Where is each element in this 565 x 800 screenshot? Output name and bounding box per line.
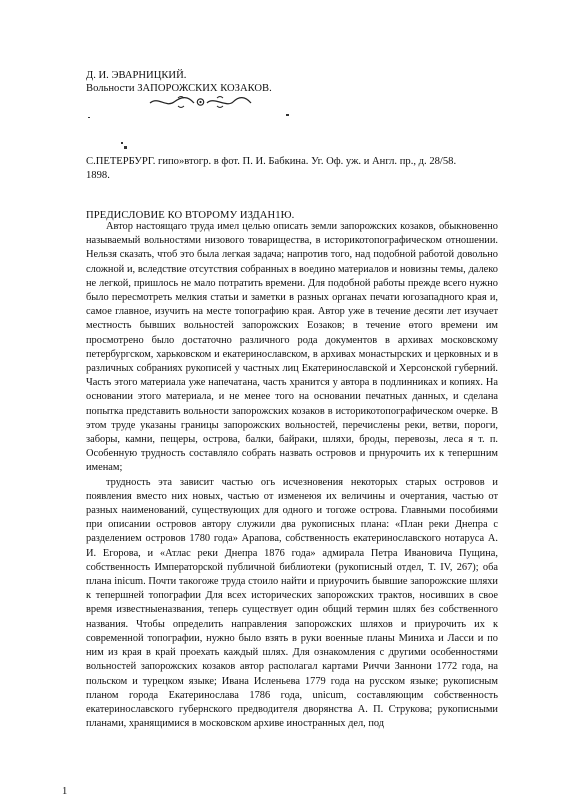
book-title-line: Вольности ЗАПОРОЖСКИХ КОЗАКОВ. — [86, 83, 272, 94]
page-number: 1 — [62, 786, 68, 797]
print-speck — [124, 146, 127, 149]
preface-heading: ПРЕДИСЛОВИЕ КО ВТОРОМУ ИЗДАН1Ю. — [86, 210, 295, 221]
imprint-line: С.ПЕТЕРБУРГ. гипо»втогр. в фот. П. И. Бабкина. Уг. Оф. уж. и Англ. пр., д. 28/58. — [86, 156, 457, 167]
decorative-ornament — [148, 94, 253, 110]
paragraph: Автор настоящаго труда имел целью описать земли запорожских козаков, обыкновенно называемый вольностями низового товарищества, в историкотопографическом отношении. Нельзя сказать, чтоб это была легкая задача; напротив того, над подобной работой довольно сложной и, вследствие отсутствия собранных в воедино материалов и новизны темы, далеко не легкой, пришлось не мало потратить времени. Для подобной работы прежде всего нужно было пересмотреть мелкия статьи и заметки в разных органах печати югозападного края и, самое главное, изучить на месте топографию края. Автор уже в течение десяти лет изучает местность бывших вольностей запорожских Eозаков; в течение өтого времени им просмотрено было достаточно различного рода документов в архивах московскому петербургском, харьковском и екатеринославском, в архивах монастырских и церковных и в различных собраниях рукописей у частных лиц Екатеринославской и Херсонской губерний. Часть этого материала уже напечатана, часть хранится у автора в подлинниках и копиях. На основании этого материала, и не менее того на основании печатных данных, и сделана попытка представить вольности запорожских козаков в историкотопографическом очерке. В этом труде указаны границы запорожских вольностей, перечислены реки, ветви, пороги, заборы, камни, пещеры, острова, балки, байраки, шляхи, броды, перевозы, леса я т. п. Особенную трудность составляло собрать назвать островов и прнурочить их к тепершним именам; — [86, 221, 498, 474]
print-speck — [121, 142, 123, 144]
author-line: Д. И. ЭВАРНИЦКИЙ. — [86, 70, 187, 81]
print-speck — [286, 114, 289, 116]
print-speck — [88, 117, 90, 118]
body-text — [86, 220, 498, 731]
paragraph: трудность эта зависит частью огь исчезновения некоторых старых островов и появления вместо них новых, частью от изменеюя их величины и очертания, частью от разных наименований, существующих для одного и тогоже острова. Главными пособиями при описании островов автору служили два рукописных плана: «План реки Днепра с разделением островов 1780 года» Арапова, собственность екатеринославского нотаруса А. И. Егорова, и «Атлас реки Днепра 1876 года» адмирала Петра Ивановича Пущина, собственность Императорской публичной библиотеки (рукописный отдел, Т. IV, 267); оба плана inicum. Почти такогоже труда стоило найти и приурочить бывшие запорожские шляхи к тепершней топографии Для всех исторических запорожских трактов, носивших в свое время известныеназвания, теперь существует один общий термин шлях без собственного названия. Чтобы определить направления запорожских шляхов и приурочить их к современной топографии, нужно было взять в руки военные планы Миниха и Ласси и по ним из края в край проехать каждый шлях. Для ознакомления с другими особенностями вольностей запорожских козаков автор располагал картами Риччи Заннони 1772 года, на польском и турецком языке; Ивана Исленьева 1779 года на русском языке; рукописным планом города Екатеринослава 1786 года, unicum, составляющим собственность екатеринославского губернского предводителя дворянства А. П. Струкова; рукописными планами, хранящимися в московском архиве иностранных дел, под — [86, 476, 498, 730]
year-line: 1898. — [86, 170, 110, 181]
